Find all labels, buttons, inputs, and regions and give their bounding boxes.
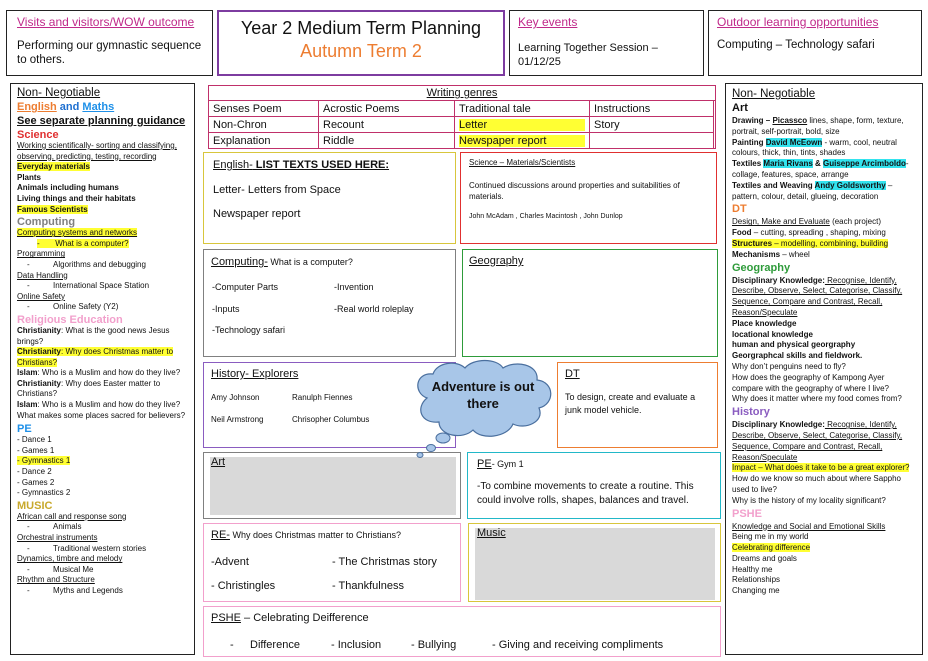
art-4-b: Textiles and Weaving xyxy=(732,180,815,190)
genre-cell: Instructions xyxy=(590,101,714,117)
history-title: History- Explorers xyxy=(211,368,299,380)
outdoor-box xyxy=(708,10,922,76)
music-box xyxy=(468,523,721,602)
geography-box xyxy=(462,249,718,357)
pshe-7: Changing me xyxy=(732,586,780,596)
pe-item: - Games 1 xyxy=(17,445,55,455)
pe-heading: PE xyxy=(17,423,32,436)
re-4 xyxy=(17,379,188,400)
re-heading: Religious Education xyxy=(17,313,123,326)
computing-title xyxy=(211,256,448,268)
pe-title-a: PE xyxy=(477,458,492,470)
history-n2: Ranulph Fiennes xyxy=(292,393,353,402)
science-box-text: Continued discussions around properties and suitabilities of materials. xyxy=(469,181,680,201)
pshe-1: Knowledge and Social and Emotional Skills xyxy=(732,521,886,531)
pshe-i4: - Bullying xyxy=(411,639,457,651)
re-3-text: : Who is a Muslim and how do they live? xyxy=(37,368,181,378)
art-title: Art xyxy=(211,456,226,468)
history-n1: Amy Johnson xyxy=(211,393,260,402)
hist-2 xyxy=(732,463,916,474)
comp-4a-text: Online Safety (Y2) xyxy=(53,302,119,312)
dt-title: DT xyxy=(565,368,580,380)
art-4-c: Andy Goldsworthy xyxy=(814,180,886,190)
visits-text: Performing our gymnastic sequence to others. xyxy=(17,40,202,66)
music-title: Music xyxy=(477,527,506,539)
pshe-6: Relationships xyxy=(732,575,781,585)
dt-3-t: – modelling, combining, building xyxy=(772,238,889,248)
re-box-i2: - The Christmas story xyxy=(332,556,437,568)
visits-title: Visits and visitors/WOW outcome xyxy=(17,15,195,29)
geo-6: Why don’t penguins need to fly? xyxy=(732,361,846,371)
pshe-4: Dreams and goals xyxy=(732,553,797,563)
pe-item-hl: - Gymnastics 1 xyxy=(17,456,71,466)
computing-i4: -Real world roleplay xyxy=(334,304,414,314)
dt-1-t: (each project) xyxy=(829,217,881,227)
comp-4: Online Safety xyxy=(17,291,66,301)
science-box xyxy=(460,152,717,244)
comp-3a-text: International Space Station xyxy=(53,281,150,291)
computing-box xyxy=(203,249,456,357)
and-label: and xyxy=(56,101,83,113)
music-heading: MUSIC xyxy=(17,499,53,512)
re-2-text: : Why does Christmas matter to Christians? xyxy=(17,347,174,367)
dt-2 xyxy=(732,228,916,239)
comp-1 xyxy=(17,228,188,239)
art-2-t: - warm, cool, neutral colours, thick, thin, tints, shades xyxy=(732,137,897,158)
mus-2: Orchestral instruments xyxy=(17,533,98,542)
english-label: English xyxy=(17,101,57,113)
mus-4a xyxy=(17,586,188,597)
art-4-t: – pattern, colour, detail, glueing, decoration xyxy=(732,180,893,201)
dt-1-u: Design, Make and Evaluate xyxy=(732,217,830,227)
header-box xyxy=(217,10,505,76)
guidance: See separate planning guidance xyxy=(17,115,186,127)
english-maths xyxy=(17,101,188,113)
comp-1a-wrap: - What is a computer? xyxy=(37,238,129,248)
re-box-title xyxy=(211,529,453,541)
art-1-b: Drawing – xyxy=(732,116,773,125)
sci-3: Plants xyxy=(17,172,42,182)
page-title: Year 2 Medium Term Planning xyxy=(240,18,482,38)
pe-item: - Games 2 xyxy=(17,477,55,487)
re-2 xyxy=(17,347,188,368)
writing-genres xyxy=(208,85,716,149)
genre-cell-highlight xyxy=(455,117,590,133)
geography-title: Geography xyxy=(469,255,524,267)
pe-item: - Dance 2 xyxy=(17,467,52,477)
geo-1-b: Disciplinary Knowledge: xyxy=(732,275,825,285)
re-box-i1: -Advent xyxy=(211,556,249,568)
hist-3: How do we know so much about where Sappho used to live? xyxy=(732,474,901,494)
english-title-a: English- xyxy=(213,159,253,171)
pe-item: - Dance 1 xyxy=(17,435,52,445)
art-1-t: lines, shape, form, texture, portrait, self-portrait, bold, size xyxy=(732,116,904,136)
genres-table xyxy=(208,100,714,149)
comp-2: Programming xyxy=(17,249,66,259)
art-3-t: - collage, features, space, arrange xyxy=(732,159,909,179)
art-4 xyxy=(732,181,916,203)
pshe-i5: - Giving and receiving compliments xyxy=(492,639,664,651)
bubble-text: Adventure is out there xyxy=(431,379,535,411)
genre-letter: Letter xyxy=(459,119,585,131)
computing-i2: -Invention xyxy=(334,282,374,292)
key-events-box xyxy=(509,10,704,76)
bubble-dot-2 xyxy=(427,445,436,452)
right-heading: Non- Negotiable xyxy=(732,88,816,100)
genre-cell: Explanation xyxy=(209,133,319,149)
sci-2 xyxy=(17,162,188,173)
art-3 xyxy=(732,159,916,181)
comp-4a xyxy=(17,302,188,313)
comp-1a xyxy=(17,239,188,250)
genre-newspaper: Newspaper report xyxy=(459,135,585,147)
pshe-i1: - xyxy=(230,639,234,651)
english-title xyxy=(213,159,446,171)
art-2-b: Painting xyxy=(732,137,766,147)
english-l1: Letter- Letters from Space xyxy=(213,184,341,196)
pshe-title-a: PSHE xyxy=(211,612,241,624)
dt-box xyxy=(557,362,718,448)
dt-2-t: – cutting, spreading , shaping, mixing xyxy=(751,228,886,238)
genre-cell: Acrostic Poems xyxy=(319,101,455,117)
computing-i1: -Computer Parts xyxy=(212,282,279,292)
pe-item: - Gymnastics 2 xyxy=(17,488,71,498)
comp-1-text: Computing systems and networks xyxy=(17,228,138,238)
science-heading: Science xyxy=(17,129,59,141)
computing-i5: -Technology safari xyxy=(212,325,286,335)
comp-3: Data Handling xyxy=(17,270,68,280)
geo-5: Georgraphcal skills and fieldwork. xyxy=(732,351,863,361)
sci-6-text: Famous Scientists xyxy=(17,204,88,214)
dt-4 xyxy=(732,250,916,261)
comp-1a-text: What is a computer? xyxy=(55,238,129,248)
dt-4-t: – wheel xyxy=(780,249,810,259)
re-2-wrap xyxy=(17,347,173,367)
pe-title-b: - Gym 1 xyxy=(491,459,524,469)
re-box-title-b: Why does Christmas matter to Christians? xyxy=(229,530,402,540)
re-box-i4: - Thankfulness xyxy=(332,580,404,592)
dt-text: To design, create and evaluate a junk model vehicle. xyxy=(565,392,696,415)
sci-5: Living things and their habitats xyxy=(17,193,136,203)
genres-title: Writing genres xyxy=(209,86,715,101)
dt-3-b: Structures xyxy=(732,238,773,248)
page-subtitle: Autumn Term 2 xyxy=(300,41,422,61)
art-3-c: Maria Rivans xyxy=(763,159,813,169)
genre-cell: Traditional tale xyxy=(455,101,590,117)
pe-title xyxy=(477,458,711,470)
computing-i3: -Inputs xyxy=(212,304,240,314)
re-4-bold: Christianity xyxy=(17,378,62,388)
pshe-title xyxy=(211,612,713,624)
art-3-d: & xyxy=(812,159,824,169)
genre-cell: Recount xyxy=(319,117,455,133)
re-5-text: : Who is a Muslim and how do they live? What makes some places sacred for believers? xyxy=(17,400,186,420)
pshe-box xyxy=(203,606,721,657)
english-title-b: LIST TEXTS USED HERE: xyxy=(252,159,390,171)
re-2-bold: Christianity xyxy=(17,347,62,357)
dt-heading: DT xyxy=(732,203,747,216)
history-heading: History xyxy=(732,406,770,419)
genre-cell: Story xyxy=(590,117,714,133)
geo-4: human and physical georgraphy xyxy=(732,340,856,350)
dt-1 xyxy=(732,217,916,228)
re-1-text: : What is the good news Jesus brings? xyxy=(17,325,170,346)
art-3-e: Guiseppe Arcimboldo xyxy=(823,159,906,169)
pe-item xyxy=(17,456,188,467)
comp-2a-text: Algorithms and debugging xyxy=(53,259,146,269)
re-1-bold: Christianity xyxy=(17,325,62,335)
hist-1-b: Disciplinary Knowledge: xyxy=(732,420,825,430)
geo-1 xyxy=(732,276,916,319)
pshe-5: Healthy me xyxy=(732,564,773,574)
mus-1a xyxy=(17,522,188,533)
science-box-title: Science – Materials/Scientists xyxy=(469,158,576,167)
bubble-dot-3 xyxy=(417,453,423,458)
hist-2-t: Impact – What does it take to be a great explorer? xyxy=(732,463,910,473)
genre-cell: Riddle xyxy=(319,133,455,149)
art-2 xyxy=(732,138,916,160)
geo-heading: Geography xyxy=(732,261,791,274)
english-box xyxy=(203,152,456,244)
computing-title-a: Computing- xyxy=(211,256,268,268)
geo-2: Place knowledge xyxy=(732,318,797,328)
genre-cell xyxy=(590,133,714,149)
geo-1-t: Recognise, Identify, Describe, Observe, Select, Categorise, Classify, Sequence, Compare and Contrast, Recall, Reason/Speculate xyxy=(732,275,903,317)
maths-label: Maths xyxy=(82,101,115,113)
english-l2: Newspaper report xyxy=(213,208,301,220)
dt-3-wrap xyxy=(732,239,888,248)
pe-text: -To combine movements to create a routine. This could involve rolls, shapes, balances and travel. xyxy=(477,481,694,506)
re-4-text: : Why does Easter matter to Christians? xyxy=(17,378,161,399)
geo-3: locational knowledge xyxy=(732,329,813,339)
genre-cell: Non-Chron xyxy=(209,117,319,133)
re-5-bold: Islam xyxy=(17,400,38,410)
computing-title-b: What is a computer? xyxy=(267,257,353,267)
hist-1 xyxy=(732,420,916,463)
re-box xyxy=(203,523,461,602)
mus-2a xyxy=(17,544,188,555)
dt-4-b: Mechanisms xyxy=(732,249,781,259)
history-n3: Neil Armstrong xyxy=(211,415,264,424)
hist-4: Why is the history of my locality significant? xyxy=(732,495,886,505)
pshe-i3: - Inclusion xyxy=(331,639,382,651)
re-box-title-a: RE- xyxy=(211,529,230,541)
outdoor-title: Outdoor learning opportunities xyxy=(717,15,879,29)
re-5 xyxy=(17,400,188,421)
computing-heading: Computing xyxy=(17,216,76,229)
visits-box xyxy=(6,10,213,76)
art-1 xyxy=(732,116,916,138)
geography-placeholder xyxy=(469,255,715,355)
pe-box xyxy=(467,452,721,519)
art-heading: Art xyxy=(732,102,748,114)
re-box-i3: - Christingles xyxy=(211,580,276,592)
mus-4: Rhythm and Structure xyxy=(17,575,95,585)
art-2-c: David McEown xyxy=(765,137,823,147)
sci-4: Animals including humans xyxy=(17,183,119,193)
pshe-i2: Difference xyxy=(250,639,300,651)
right-non-negotiable xyxy=(725,83,923,655)
pshe-title-b: – Celebrating Deifference xyxy=(240,612,369,624)
mus-3: Dynamics, timbre and melody xyxy=(17,554,123,564)
mus-1: African call and response song xyxy=(17,511,127,521)
dt-2-b: Food xyxy=(732,228,752,238)
geo-8: Why does it matter where my food comes from? xyxy=(732,394,902,404)
re-1 xyxy=(17,326,188,347)
mus-3a-text: Musical Me xyxy=(53,564,94,574)
pshe-2: Being me in my world xyxy=(732,532,809,542)
genre-cell-highlight xyxy=(455,133,590,149)
re-3 xyxy=(17,368,188,379)
bubble-dot-1 xyxy=(436,433,450,443)
left-non-negotiable xyxy=(10,83,195,655)
mus-2a-text: Traditional western stories xyxy=(53,543,147,553)
outdoor-text: Computing – Technology safari xyxy=(717,39,875,51)
science-box-names: John McAdam , Charles Macintosh , John Dunlop xyxy=(469,213,623,220)
pshe-3 xyxy=(732,543,916,554)
key-events-text: Learning Together Session – 01/12/25 xyxy=(518,42,658,68)
geo-7: How does the geography of Kampong Ayer compare with the geography of where I live? xyxy=(732,372,889,393)
genre-cell: Senses Poem xyxy=(209,101,319,117)
mus-3a xyxy=(17,565,188,576)
key-events-title: Key events xyxy=(518,15,578,29)
art-3-b: Textiles xyxy=(732,159,764,169)
art-box xyxy=(203,452,461,519)
left-heading: Non- Negotiable xyxy=(17,87,101,99)
comp-3a xyxy=(17,281,188,292)
pshe-heading: PSHE xyxy=(732,507,762,520)
re-3-bold: Islam xyxy=(17,368,38,378)
sci-2-text: Everyday materials xyxy=(17,162,90,172)
sci-1: Working scientifically- sorting and classifying, observing, predicting, testing, recording xyxy=(17,141,177,161)
pshe-3-t: Celebrating difference xyxy=(732,543,811,553)
comp-2a xyxy=(17,260,188,271)
mus-4a-text: Myths and Legends xyxy=(53,585,123,595)
hist-1-t: Recognise, Identify, Describe, Observe, Select, Categorise, Classify, Sequence, Compare and Contrast, Recall, Reason/Speculate xyxy=(732,420,903,462)
dt-3 xyxy=(732,239,916,250)
history-n4: Chrisopher Columbus xyxy=(292,415,370,424)
art-1-c: Picassco xyxy=(772,116,808,125)
sci-6 xyxy=(17,205,188,216)
mus-1a-text: Animals xyxy=(53,522,82,532)
